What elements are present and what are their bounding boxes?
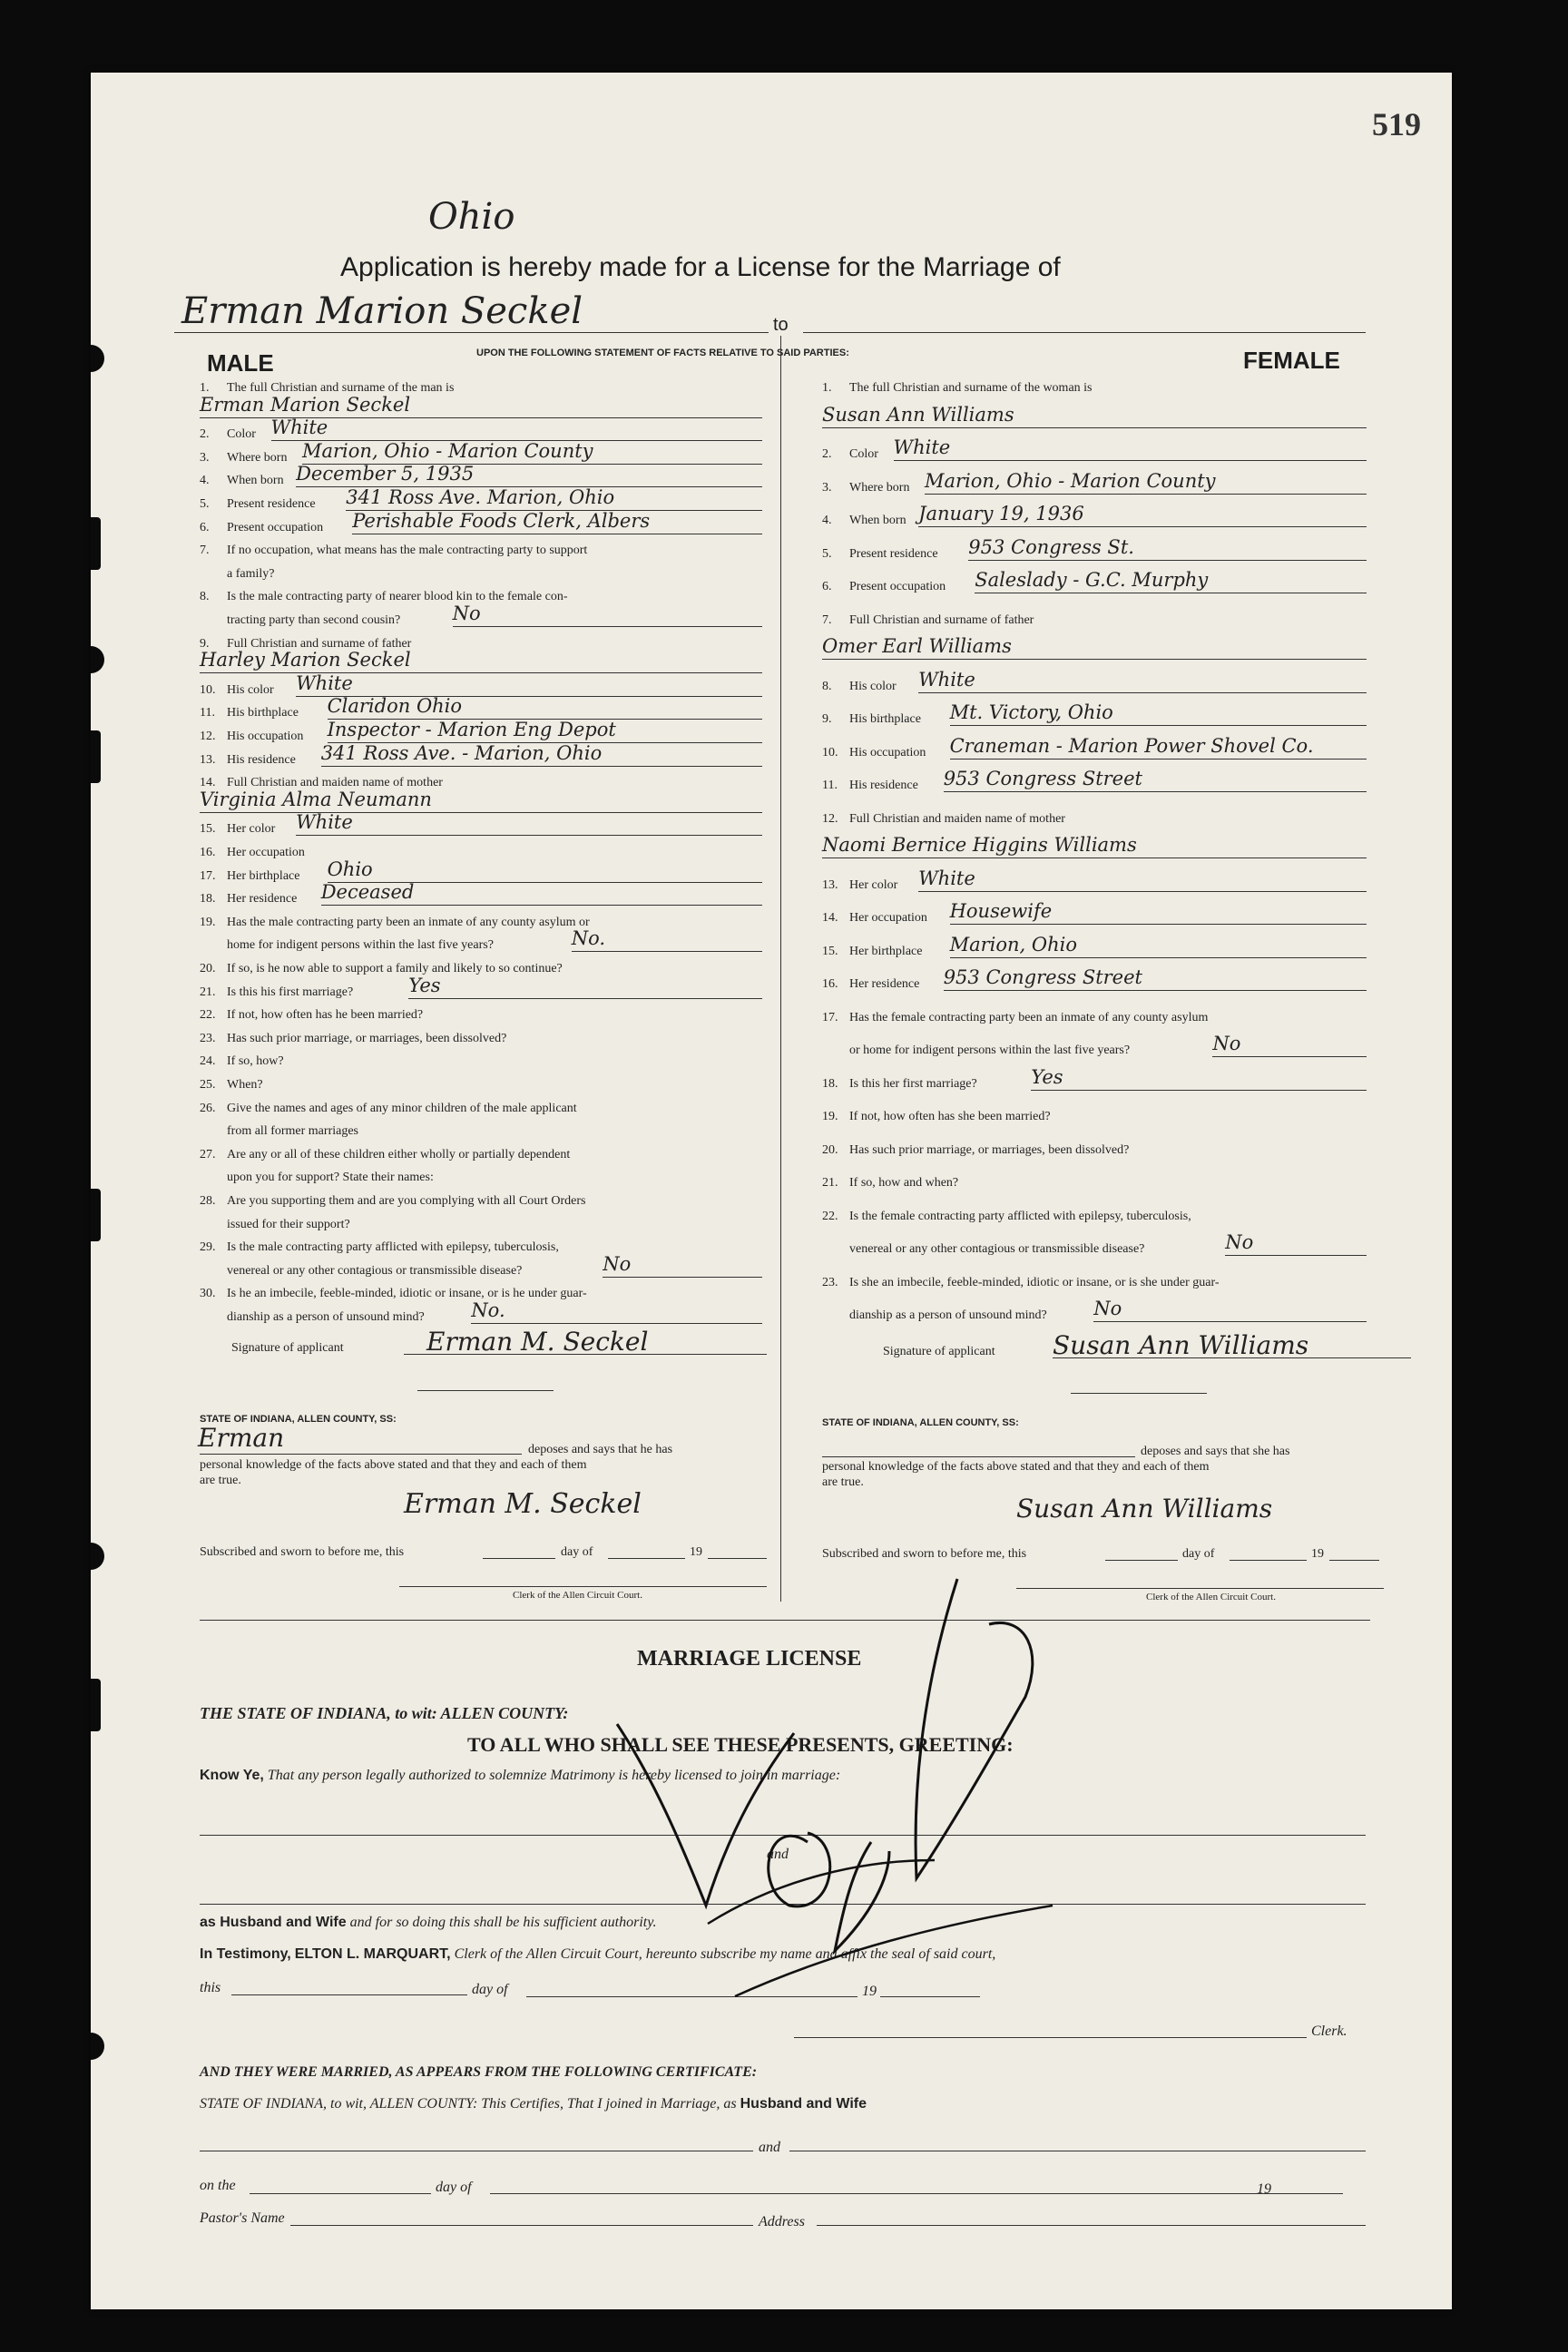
question-label: from all former marriages <box>227 1124 358 1139</box>
license-state-line: THE STATE OF INDIANA, to wit: ALLEN COUNTY: <box>200 1704 569 1722</box>
female-affidavit-state: STATE OF INDIANA, ALLEN COUNTY, SS: <box>822 1417 1019 1428</box>
question-number: 5. <box>200 497 210 511</box>
question-row <box>200 544 587 558</box>
question-row <box>200 706 299 720</box>
question-number: 11. <box>822 779 838 792</box>
pastor-name-label: Pastor's Name <box>200 2210 285 2226</box>
question-number: 9. <box>200 636 210 651</box>
license-clerk: Clerk. <box>1311 2024 1348 2039</box>
male-deposes: deposes and says that he has <box>528 1443 673 1456</box>
question-label: His occupation <box>849 745 926 760</box>
question-number: 21. <box>200 985 216 999</box>
married-line: AND THEY WERE MARRIED, AS APPEARS FROM THE FOLLOWING CERTIFICATE: <box>200 2064 758 2080</box>
question-label: His occupation <box>227 730 304 743</box>
question-label: dianship as a person of unsound mind? <box>227 1310 425 1324</box>
punch-hole <box>91 345 104 372</box>
punch-slot <box>91 517 101 570</box>
document-page <box>91 73 1452 2309</box>
question-row <box>822 514 906 528</box>
question-number: 10. <box>822 745 838 760</box>
question-label: Give the names and ages of any minor children of the male applicant <box>227 1101 577 1115</box>
question-label: Her color <box>849 877 898 892</box>
question-label: Is the male contracting party of nearer blood kin to the female con- <box>227 590 568 604</box>
question-row <box>200 1218 350 1232</box>
testimony-text: Clerk of the Allen Circuit Court, hereunto subscribe my name and affix the seal of said court, <box>454 1946 996 1962</box>
question-label: Has such prior marriage, or marriages, been dissolved? <box>227 1031 507 1045</box>
question-number: 25. <box>200 1078 216 1092</box>
question-label: Her birthplace <box>849 944 923 958</box>
answer-value: Deceased <box>320 881 415 904</box>
male-affidavit-state: STATE OF INDIANA, ALLEN COUNTY, SS: <box>200 1414 397 1425</box>
question-number: 17. <box>822 1010 838 1024</box>
question-row <box>822 580 946 594</box>
question-row <box>822 680 897 694</box>
question-row <box>200 916 590 930</box>
question-label: If not, how often has he been married? <box>227 1008 424 1023</box>
license-this: this <box>200 1980 221 1995</box>
question-label: Is this his first marriage? <box>227 985 354 999</box>
question-number: 21. <box>822 1176 838 1190</box>
question-number: 8. <box>822 679 832 693</box>
question-label: Is he an imbecile, feeble-minded, idiotic or insane, or is he under guar- <box>227 1287 587 1301</box>
question-row <box>822 1044 1130 1058</box>
punch-slot <box>91 1189 101 1241</box>
answer-value: No <box>1212 1033 1241 1054</box>
question-number: 16. <box>822 977 838 991</box>
question-row <box>200 1032 506 1046</box>
question-label: Present residence <box>849 546 938 561</box>
question-label: home for indigent persons within the last five years? <box>227 938 494 953</box>
punch-hole <box>91 2033 104 2060</box>
column-divider <box>780 336 781 1602</box>
question-label: When born <box>849 514 906 527</box>
question-number: 16. <box>200 846 216 859</box>
female-header: FEMALE <box>1243 347 1340 374</box>
question-label: Are any or all of these children either wholly or partially dependent <box>227 1147 571 1161</box>
female-knowledge: personal knowledge of the facts above stated and that they and each of them <box>822 1460 1210 1474</box>
question-label: Has such prior marriage, or marriages, been dissolved? <box>849 1142 1130 1157</box>
female-affidavit-signature: Susan Ann Williams <box>1016 1494 1273 1524</box>
question-label: Where born <box>849 480 910 495</box>
certificate-and: and <box>759 2140 780 2155</box>
question-label: When? <box>227 1078 263 1092</box>
question-number: 2. <box>822 447 832 461</box>
answer-value: No. <box>471 1299 505 1321</box>
male-are-true: are true. <box>200 1474 241 1487</box>
answer-value: Marion, Ohio - Marion County <box>302 439 593 462</box>
question-number: 17. <box>200 868 216 883</box>
answer-value: 341 Ross Ave. - Marion, Ohio <box>320 741 603 764</box>
question-number: 27. <box>200 1147 216 1161</box>
question-number: 10. <box>200 682 216 697</box>
question-number: 15. <box>822 944 838 958</box>
question-number: 24. <box>200 1054 216 1069</box>
male-header: MALE <box>207 349 274 377</box>
question-row <box>822 481 909 495</box>
certificate-year: 19 <box>1257 2181 1271 2197</box>
question-row <box>822 712 921 727</box>
female-signature-label: Signature of applicant <box>883 1345 995 1358</box>
question-row <box>200 1054 284 1069</box>
question-number: 1. <box>822 381 832 395</box>
answer-value: Inspector - Marion Eng Depot <box>327 719 616 740</box>
male-clerk-label: Clerk of the Allen Circuit Court. <box>513 1590 642 1601</box>
question-row <box>822 1242 1144 1257</box>
male-day-of: day of <box>561 1545 593 1559</box>
question-row <box>822 381 1093 396</box>
question-label: Her occupation <box>227 846 305 859</box>
question-row <box>200 567 274 582</box>
question-row <box>822 547 938 562</box>
question-number: 12. <box>200 730 216 743</box>
punch-hole <box>91 1543 104 1570</box>
question-row <box>822 945 922 959</box>
question-row <box>822 1143 1129 1158</box>
question-label: issued for their support? <box>227 1217 350 1231</box>
certifies-bold: Husband and Wife <box>740 2096 867 2112</box>
question-number: 20. <box>822 1142 838 1157</box>
question-label: If so, how and when? <box>849 1176 959 1190</box>
question-label: or home for indigent persons within the last five years? <box>849 1044 1131 1057</box>
question-row <box>822 911 927 926</box>
question-label: The full Christian and surname of the woman is <box>849 381 1093 395</box>
question-row <box>822 1176 958 1191</box>
to-label: to <box>773 315 789 335</box>
answer-value: 953 Congress St. <box>968 535 1134 558</box>
answer-value: Craneman - Marion Power Shovel Co. <box>949 734 1314 757</box>
female-year: 19 <box>1311 1547 1324 1561</box>
question-row <box>200 753 296 768</box>
question-label: Is this her first marriage? <box>849 1076 977 1091</box>
question-label: His color <box>849 679 897 693</box>
question-label: His residence <box>227 752 296 767</box>
question-number: 3. <box>822 480 832 495</box>
answer-value: Yes <box>408 974 441 996</box>
male-year: 19 <box>690 1545 702 1559</box>
question-number: 18. <box>200 892 216 906</box>
question-label: Is the male contracting party afflicted with epilepsy, tuberculosis, <box>227 1240 559 1255</box>
question-label: venereal or any other contagious or transmissible disease? <box>227 1263 523 1278</box>
question-label: The full Christian and surname of the man is <box>227 381 455 395</box>
question-row <box>822 1011 1208 1025</box>
question-row <box>200 730 303 744</box>
question-label: When born <box>227 474 284 488</box>
question-label: His birthplace <box>227 706 299 720</box>
question-number: 20. <box>200 962 216 975</box>
question-row <box>200 1264 522 1279</box>
answer-value: White <box>893 436 951 458</box>
question-row <box>822 977 919 992</box>
void-mark <box>599 1543 1089 2051</box>
question-row <box>200 962 563 976</box>
application-title: Application is hereby made for a License for the Marriage of <box>340 252 1061 282</box>
certifies-text: STATE OF INDIANA, to wit, ALLEN COUNTY: This Certifies, That I joined in Marriage, as <box>200 2096 737 2112</box>
husband-wife-text: and for so doing this shall be his sufficient authority. <box>349 1915 657 1930</box>
testimony: In Testimony, <box>200 1946 291 1962</box>
answer-value: Housewife <box>949 900 1053 922</box>
question-number: 12. <box>822 811 838 826</box>
question-label: If not, how often has she been married? <box>849 1110 1051 1123</box>
question-row <box>200 822 275 837</box>
question-label: Her color <box>227 822 276 837</box>
question-label: Is the female contracting party afflicted with epilepsy, tuberculosis, <box>849 1209 1191 1223</box>
question-label: Full Christian and surname of father <box>849 612 1034 627</box>
answer-value: Naomi Bernice Higgins Williams <box>822 834 1137 856</box>
question-number: 22. <box>822 1209 838 1223</box>
applicant-name: Erman Marion Seckel <box>181 290 583 332</box>
question-label: Full Christian and maiden name of mother <box>227 776 443 790</box>
answer-value: Mt. Victory, Ohio <box>949 701 1113 723</box>
question-row <box>822 878 897 893</box>
question-number: 3. <box>200 450 210 465</box>
question-number: 4. <box>200 474 210 488</box>
question-number: 2. <box>200 427 210 442</box>
clerk-name: ELTON L. MARQUART, <box>294 1946 451 1962</box>
question-label: If no occupation, what means has the male contracting party to support <box>227 544 588 558</box>
question-number: 7. <box>822 612 832 627</box>
question-label: Her residence <box>849 977 920 991</box>
question-label: Present residence <box>227 497 316 511</box>
punch-hole <box>91 646 104 673</box>
answer-value: No <box>1093 1298 1122 1319</box>
question-label: dianship as a person of unsound mind? <box>849 1308 1047 1322</box>
question-row <box>200 1148 570 1162</box>
state-handwritten: Ohio <box>428 196 515 238</box>
answer-value: No <box>452 603 481 624</box>
question-number: 11. <box>200 706 215 720</box>
question-number: 23. <box>200 1031 216 1045</box>
question-row <box>200 1194 585 1209</box>
question-number: 30. <box>200 1287 216 1301</box>
question-number: 14. <box>200 776 216 790</box>
answer-value: White <box>270 416 328 439</box>
question-row <box>200 497 316 512</box>
question-row <box>822 1110 1051 1124</box>
know-ye-text: That any person legally authorized to solemnize Matrimony is hereby licensed to join in marriage: <box>267 1768 841 1783</box>
license-and: and <box>767 1847 789 1862</box>
page-number: 519 <box>1372 106 1421 142</box>
question-row <box>200 1008 423 1023</box>
female-signature: Susan Ann Williams <box>1053 1330 1309 1360</box>
question-label: Are you supporting them and are you complying with all Court Orders <box>227 1194 586 1208</box>
question-row <box>822 1308 1047 1323</box>
question-label: His color <box>227 682 274 697</box>
question-label: Full Christian and surname of father <box>227 636 412 651</box>
punch-slot <box>91 730 101 783</box>
answer-value: No <box>1225 1231 1254 1253</box>
answer-value: January 19, 1936 <box>918 503 1084 524</box>
male-affidavit-name: Erman <box>198 1423 285 1453</box>
answer-value: Yes <box>1031 1065 1063 1088</box>
question-label: venereal or any other contagious or transmissible disease? <box>849 1242 1145 1256</box>
question-label: His birthplace <box>849 712 921 726</box>
answer-value: December 5, 1935 <box>296 463 475 485</box>
question-label: Is she an imbecile, feeble-minded, idiotic or insane, or is she under guar- <box>849 1275 1220 1289</box>
question-label: His residence <box>849 779 918 792</box>
answer-value: Erman Marion Seckel <box>200 393 411 416</box>
question-row <box>200 1310 425 1325</box>
certificate-day-of: day of <box>436 2180 472 2195</box>
question-number: 7. <box>200 544 210 558</box>
question-row <box>200 1102 577 1116</box>
question-number: 5. <box>822 546 832 561</box>
answer-value: 341 Ross Ave. Marion, Ohio <box>346 486 615 508</box>
male-knowledge: personal knowledge of the facts above stated and that they and each of them <box>200 1458 587 1472</box>
question-label: a family? <box>227 566 275 581</box>
male-subscribed: Subscribed and sworn to before me, this <box>200 1545 405 1559</box>
question-number: 8. <box>200 590 210 604</box>
question-row <box>822 746 926 760</box>
answer-value: 953 Congress Street <box>943 966 1142 988</box>
on-the: on the <box>200 2178 236 2193</box>
answer-value: Harley Marion Seckel <box>200 649 411 671</box>
question-row <box>822 779 918 793</box>
question-row <box>200 451 287 466</box>
answer-value: Claridon Ohio <box>327 695 463 718</box>
question-label: Her birthplace <box>227 868 300 883</box>
question-label: Present occupation <box>227 520 324 534</box>
license-greeting: TO ALL WHO SHALL SEE THESE PRESENTS, GREETING: <box>467 1733 1014 1756</box>
question-row <box>822 613 1034 628</box>
male-signature-label: Signature of applicant <box>231 1341 344 1355</box>
question-row <box>822 1276 1220 1290</box>
question-number: 26. <box>200 1101 216 1115</box>
question-label: If so, is he now able to support a family and likely to so continue? <box>227 962 563 975</box>
question-number: 13. <box>200 752 216 767</box>
question-row <box>200 613 400 628</box>
question-row <box>200 1078 263 1093</box>
answer-value: White <box>296 671 353 694</box>
question-number: 23. <box>822 1275 838 1289</box>
question-number: 13. <box>822 877 838 892</box>
question-label: Has the female contracting party been an inmate of any county asylum <box>849 1010 1209 1024</box>
question-row <box>822 1077 977 1092</box>
question-number: 22. <box>200 1008 216 1023</box>
question-row <box>200 1287 587 1301</box>
question-number: 15. <box>200 822 216 837</box>
question-row <box>822 812 1065 827</box>
question-row <box>200 1124 358 1139</box>
question-label: Her occupation <box>849 911 927 925</box>
question-label: If so, how? <box>227 1054 284 1069</box>
punch-slot <box>91 1679 101 1731</box>
question-number: 4. <box>822 514 832 527</box>
question-label: Her residence <box>227 892 298 906</box>
answer-value: Saleslady - G.C. Murphy <box>975 569 1209 591</box>
address-label: Address <box>759 2214 805 2230</box>
question-row <box>200 892 297 906</box>
answer-value: No. <box>571 927 606 950</box>
question-row <box>200 1171 434 1185</box>
question-number: 6. <box>200 520 210 534</box>
husband-wife: as Husband and Wife <box>200 1915 347 1930</box>
license-year: 19 <box>862 1984 877 1999</box>
answer-value: No <box>603 1252 632 1275</box>
question-row <box>200 427 256 442</box>
question-number: 6. <box>822 580 832 593</box>
question-row <box>200 590 568 604</box>
answer-value: 953 Congress Street <box>943 768 1142 789</box>
facts-subheader: UPON THE FOLLOWING STATEMENT OF FACTS RELATIVE TO SAID PARTIES: <box>476 348 849 358</box>
answer-value: Omer Earl Williams <box>822 635 1012 657</box>
question-row <box>200 521 323 535</box>
male-signature: Erman M. Seckel <box>426 1327 649 1357</box>
question-label: upon you for support? State their names: <box>227 1171 434 1185</box>
question-row <box>822 447 878 462</box>
question-number: 29. <box>200 1240 216 1255</box>
question-row <box>200 938 494 953</box>
answer-value: Marion, Ohio <box>949 933 1077 956</box>
answer-value: White <box>918 867 975 889</box>
question-label: tracting party than second cousin? <box>227 613 401 627</box>
question-label: Full Christian and maiden name of mother <box>849 811 1065 826</box>
question-row <box>200 474 284 488</box>
question-row <box>822 1210 1191 1224</box>
answer-value: Perishable Foods Clerk, Albers <box>352 509 651 532</box>
question-label: Color <box>849 447 878 461</box>
question-label: Where born <box>227 450 288 465</box>
license-title: MARRIAGE LICENSE <box>637 1647 862 1671</box>
female-are-true: are true. <box>822 1475 864 1489</box>
question-label: Color <box>227 427 256 442</box>
question-label: Has the male contracting party been an inmate of any county asylum or <box>227 915 590 929</box>
female-subscribed: Subscribed and sworn to before me, this <box>822 1547 1027 1561</box>
question-row <box>200 985 353 1000</box>
answer-value: Marion, Ohio - Marion County <box>925 469 1216 492</box>
female-day-of: day of <box>1182 1547 1215 1561</box>
male-affidavit-signature: Erman M. Seckel <box>404 1488 642 1520</box>
license-day-of: day of <box>472 1982 508 1997</box>
question-number: 9. <box>822 712 832 726</box>
question-row <box>200 683 274 698</box>
answer-value: Virginia Alma Neumann <box>200 788 432 810</box>
female-clerk-label: Clerk of the Allen Circuit Court. <box>1146 1592 1276 1602</box>
answer-value: White <box>918 668 975 691</box>
question-number: 28. <box>200 1194 216 1208</box>
female-deposes: deposes and says that she has <box>1141 1445 1290 1458</box>
question-row <box>200 869 299 884</box>
answer-value: Susan Ann Williams <box>822 403 1014 426</box>
question-number: 14. <box>822 911 838 925</box>
question-number: 19. <box>822 1110 838 1123</box>
answer-value: Ohio <box>327 858 373 880</box>
question-row <box>200 1240 559 1255</box>
answer-value: White <box>296 811 353 834</box>
question-number: 1. <box>200 381 210 395</box>
question-number: 18. <box>822 1076 838 1091</box>
question-row <box>200 846 305 860</box>
question-number: 19. <box>200 915 216 929</box>
know-ye: Know Ye, <box>200 1768 264 1783</box>
question-label: Present occupation <box>849 580 946 593</box>
